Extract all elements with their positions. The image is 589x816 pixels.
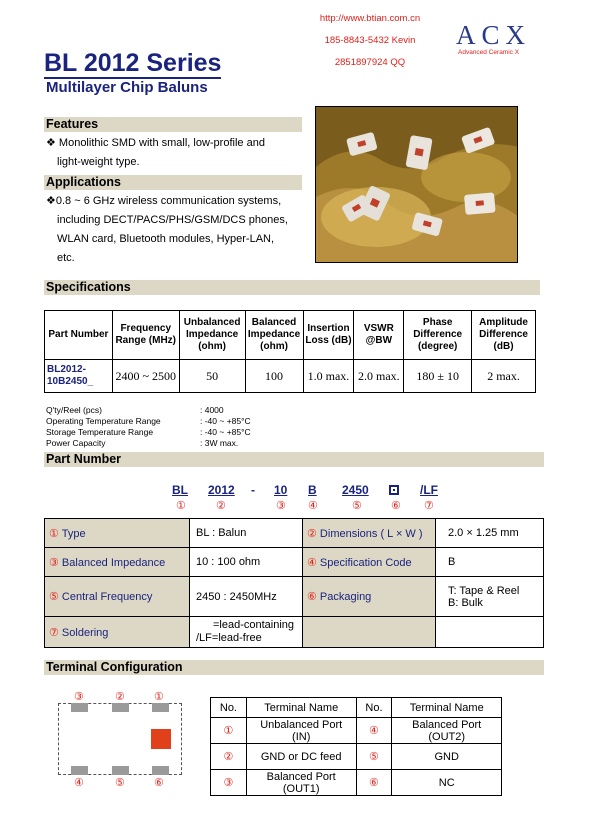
pin-number: ④	[356, 718, 392, 744]
qq-text: 2851897924 QQ	[334, 57, 406, 68]
pin-number: ②	[211, 744, 247, 770]
features-heading: Features	[44, 117, 302, 132]
part-number-cell: BL2012-10B2450_	[45, 360, 113, 393]
table-row	[45, 548, 544, 577]
column-header: Unbalanced Impedance (ohm)	[179, 311, 245, 360]
applications-text	[46, 192, 288, 268]
pad	[71, 703, 88, 712]
logo-mark: ACX	[456, 20, 532, 50]
pad	[71, 766, 88, 775]
code-index: ⑥	[391, 500, 401, 512]
product-photo	[315, 106, 518, 263]
terminal-name: GND or DC feed	[246, 744, 356, 770]
code-index: ①	[176, 500, 186, 512]
frequency-cell: 2400 ~ 2500	[112, 360, 179, 393]
terminal-name: Unbalanced Port (IN)	[246, 718, 356, 744]
storage-temp-label: Storage Temperature Range	[46, 427, 154, 437]
table-row	[211, 744, 502, 770]
phone-text: 185-8843-5432 Kevin	[324, 35, 416, 46]
acx-logo	[456, 22, 546, 56]
operating-temp-label: Operating Temperature Range	[46, 416, 161, 426]
balanced-impedance-cell: 100	[245, 360, 303, 393]
terminal-name: GND	[392, 744, 502, 770]
package-diagram	[58, 690, 182, 790]
website-link[interactable]: http://www.btian.com.cn	[319, 13, 421, 24]
pin-number: ⑥	[356, 770, 392, 796]
contact-block	[300, 12, 440, 78]
code-dash: -	[251, 483, 255, 497]
packaging-value: T: Tape & Reel B: Bulk	[436, 577, 544, 617]
pin-number: ③	[211, 770, 247, 796]
column-header: No.	[211, 698, 247, 718]
pin-label: ⑥	[154, 777, 164, 789]
qty-value: : 4000	[200, 405, 224, 415]
dimensions-label: ② Dimensions ( L × W )	[303, 519, 436, 548]
table-row	[45, 617, 544, 648]
pad	[152, 703, 169, 712]
impedance-label: ③ Balanced Impedance	[45, 548, 190, 577]
logo-tagline: Advanced Ceramic X	[458, 49, 520, 56]
code-packaging-box	[389, 485, 399, 495]
code-soldering: /LF	[420, 483, 438, 497]
pin-label: ③	[74, 691, 84, 703]
power-value: : 3W max.	[200, 438, 239, 448]
empty-cell	[303, 617, 436, 648]
pin-label: ①	[154, 691, 164, 703]
table-row	[45, 360, 536, 393]
column-header: Frequency Range (MHz)	[112, 311, 179, 360]
type-label: ① Type	[45, 519, 190, 548]
pad	[112, 703, 129, 712]
insertion-loss-cell: 1.0 max.	[303, 360, 354, 393]
table-header-row	[211, 698, 502, 718]
unbalanced-impedance-cell: 50	[179, 360, 245, 393]
pin-number: ⑤	[356, 744, 392, 770]
column-header: Terminal Name	[246, 698, 356, 718]
storage-temp-value: : -40 ~ +85°C	[200, 427, 251, 437]
code-frequency: 2450	[342, 483, 369, 497]
applications-line: including DECT/PACS/PHS/GSM/DCS phones,	[57, 214, 288, 226]
soldering-value: =lead-containing /LF=lead-free	[190, 617, 303, 648]
features-text	[46, 134, 265, 172]
frequency-label: ⑤ Central Frequency	[45, 577, 190, 617]
applications-line: etc.	[57, 252, 75, 264]
terminal-name: Balanced Port (OUT2)	[392, 718, 502, 744]
applications-line: WLAN card, Bluetooth modules, Hyper-LAN,	[57, 233, 275, 245]
dimensions-value: 2.0 × 1.25 mm	[436, 519, 544, 548]
column-header: Terminal Name	[392, 698, 502, 718]
column-header: No.	[356, 698, 392, 718]
package-outline	[58, 703, 182, 775]
frequency-value: 2450 : 2450MHz	[190, 577, 303, 617]
table-row	[211, 770, 502, 796]
pad	[152, 766, 169, 775]
phase-difference-cell: 180 ± 10	[404, 360, 472, 393]
code-index: ⑤	[352, 500, 362, 512]
part-number-code	[166, 483, 456, 513]
page-subtitle: Multilayer Chip Baluns	[46, 79, 208, 96]
misc-specs	[46, 405, 251, 449]
code-type: BL	[172, 483, 188, 497]
code-spec: B	[308, 483, 317, 497]
pin-label: ⑤	[115, 777, 125, 789]
specifications-heading: Specifications	[44, 280, 540, 295]
pin-label: ②	[115, 691, 125, 703]
terminal-name: NC	[392, 770, 502, 796]
code-index: ④	[308, 500, 318, 512]
table-row	[211, 718, 502, 744]
type-value: BL : Balun	[190, 519, 303, 548]
code-index: ③	[276, 500, 286, 512]
table-header-row	[45, 311, 536, 360]
features-line: light-weight type.	[57, 156, 140, 168]
vswr-cell: 2.0 max.	[354, 360, 404, 393]
applications-line: ❖0.8 ~ 6 GHz wireless communication systems,	[46, 195, 282, 207]
packaging-label: ⑥ Packaging	[303, 577, 436, 617]
part-number-table	[44, 518, 544, 648]
pin-number: ①	[211, 718, 247, 744]
column-header: VSWR @BW	[354, 311, 404, 360]
soldering-label: ⑦ Soldering	[45, 617, 190, 648]
pad	[112, 766, 129, 775]
qty-label: Q'ty/Reel (pcs)	[46, 405, 102, 415]
applications-heading: Applications	[44, 175, 302, 190]
product-photo-image	[316, 107, 518, 263]
empty-cell	[436, 617, 544, 648]
column-header: Insertion Loss (dB)	[303, 311, 354, 360]
operating-temp-value: : -40 ~ +85°C	[200, 416, 251, 426]
code-index: ②	[216, 500, 226, 512]
impedance-value: 10 : 100 ohm	[190, 548, 303, 577]
features-line: ❖ Monolithic SMD with small, low-profile and	[46, 137, 265, 149]
part-number-heading: Part Number	[44, 452, 544, 467]
code-index: ⑦	[424, 500, 434, 512]
spec-code-value: B	[436, 548, 544, 577]
table-row	[45, 519, 544, 548]
table-row	[45, 577, 544, 617]
code-dimensions: 2012	[208, 483, 235, 497]
pin-label: ④	[74, 777, 84, 789]
column-header: Amplitude Difference (dB)	[472, 311, 536, 360]
terminal-table	[210, 697, 502, 796]
column-header: Balanced Impedance (ohm)	[245, 311, 303, 360]
specifications-table	[44, 310, 536, 393]
terminal-name: Balanced Port (OUT1)	[246, 770, 356, 796]
column-header: Phase Difference (degree)	[404, 311, 472, 360]
page-title: BL 2012 Series	[44, 49, 222, 77]
orientation-mark	[151, 729, 171, 749]
column-header: Part Number	[45, 311, 113, 360]
amplitude-difference-cell: 2 max.	[472, 360, 536, 393]
spec-code-label: ④ Specification Code	[303, 548, 436, 577]
terminal-heading: Terminal Configuration	[44, 660, 544, 675]
power-label: Power Capacity	[46, 438, 106, 448]
code-impedance: 10	[274, 483, 288, 497]
